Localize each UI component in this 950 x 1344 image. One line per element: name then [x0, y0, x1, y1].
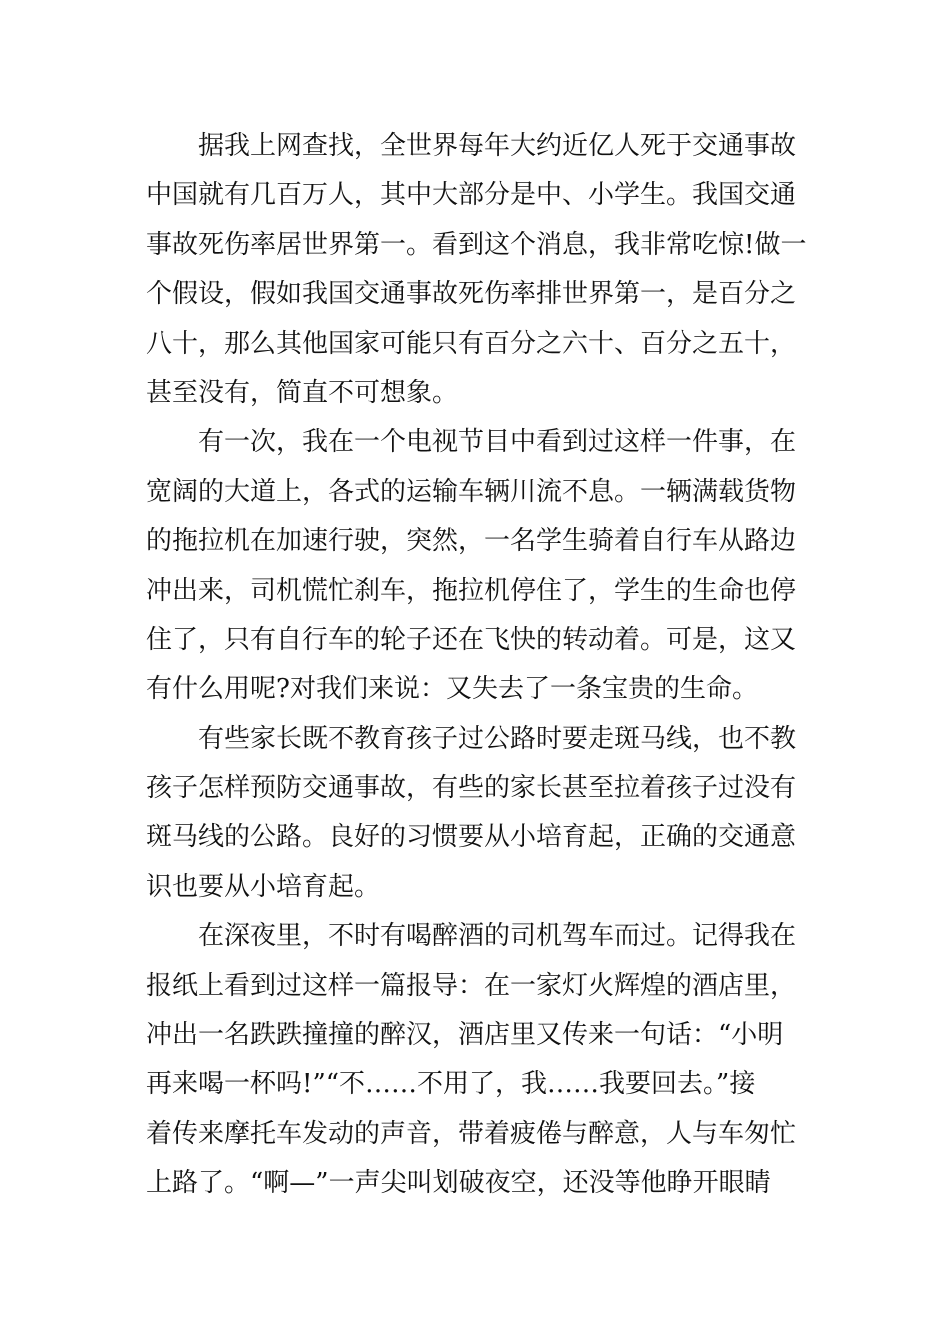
text-line: 有什么用呢?对我们来说：又失去了一条宝贵的生命。: [146, 674, 758, 705]
paragraph-parents: [146, 715, 810, 913]
text-line: 八十，那么其他国家可能只有百分之六十、百分之五十，: [146, 328, 797, 359]
text-line: 在深夜里，不时有喝醉酒的司机驾车而过。记得我在: [198, 921, 797, 952]
text-line: 再来喝一杯吗!”“不……不用了，我……我要回去。”接: [146, 1069, 756, 1100]
paragraph-drunk-driving: [146, 912, 810, 1208]
text-line: 甚至没有，简直不可想象。: [146, 377, 459, 408]
paragraph-tv-story: [146, 418, 810, 714]
document-body: [146, 122, 810, 1209]
text-line: 的拖拉机在加速行驶，突然，一名学生骑着自行车从路边: [146, 526, 797, 557]
text-line: 冲出一名跌跌撞撞的醉汉，酒店里又传来一句话：“小明: [146, 1020, 784, 1051]
text-line: 事故死伤率居世界第一。看到这个消息，我非常吃惊!做一: [146, 229, 807, 260]
text-line: 冲出来，司机慌忙刹车，拖拉机停住了，学生的生命也停: [146, 575, 797, 606]
text-line: 住了，只有自行车的轮子还在飞快的转动着。可是，这又: [146, 624, 797, 655]
text-line: 上路了。“啊—”一声尖叫划破夜空，还没等他睁开眼睛: [146, 1168, 771, 1199]
text-line: 有一次，我在一个电视节目中看到过这样一件事，在: [198, 427, 797, 458]
text-line: 识也要从小培育起。: [146, 871, 381, 902]
text-line: 宽阔的大道上，各式的运输车辆川流不息。一辆满载货物: [146, 476, 797, 507]
text-line: 孩子怎样预防交通事故，有些的家长甚至拉着孩子过没有: [146, 773, 797, 804]
text-line: 有些家长既不教育孩子过公路时要走斑马线，也不教: [198, 723, 797, 754]
text-line: 报纸上看到过这样一篇报导：在一家灯火辉煌的酒店里，: [146, 970, 797, 1001]
text-line: 个假设，假如我国交通事故死伤率排世界第一，是百分之: [146, 279, 797, 310]
text-line: 据我上网查找，全世界每年大约近亿人死于交通事故: [198, 131, 797, 161]
text-line: 斑马线的公路。良好的习惯要从小培育起，正确的交通意: [146, 822, 797, 853]
paragraph-statistics: [146, 122, 810, 418]
text-line: 中国就有几百万人，其中大部分是中、小学生。我国交通: [146, 180, 797, 211]
text-line: 着传来摩托车发动的声音，带着疲倦与醉意，人与车匆忙: [146, 1118, 797, 1149]
